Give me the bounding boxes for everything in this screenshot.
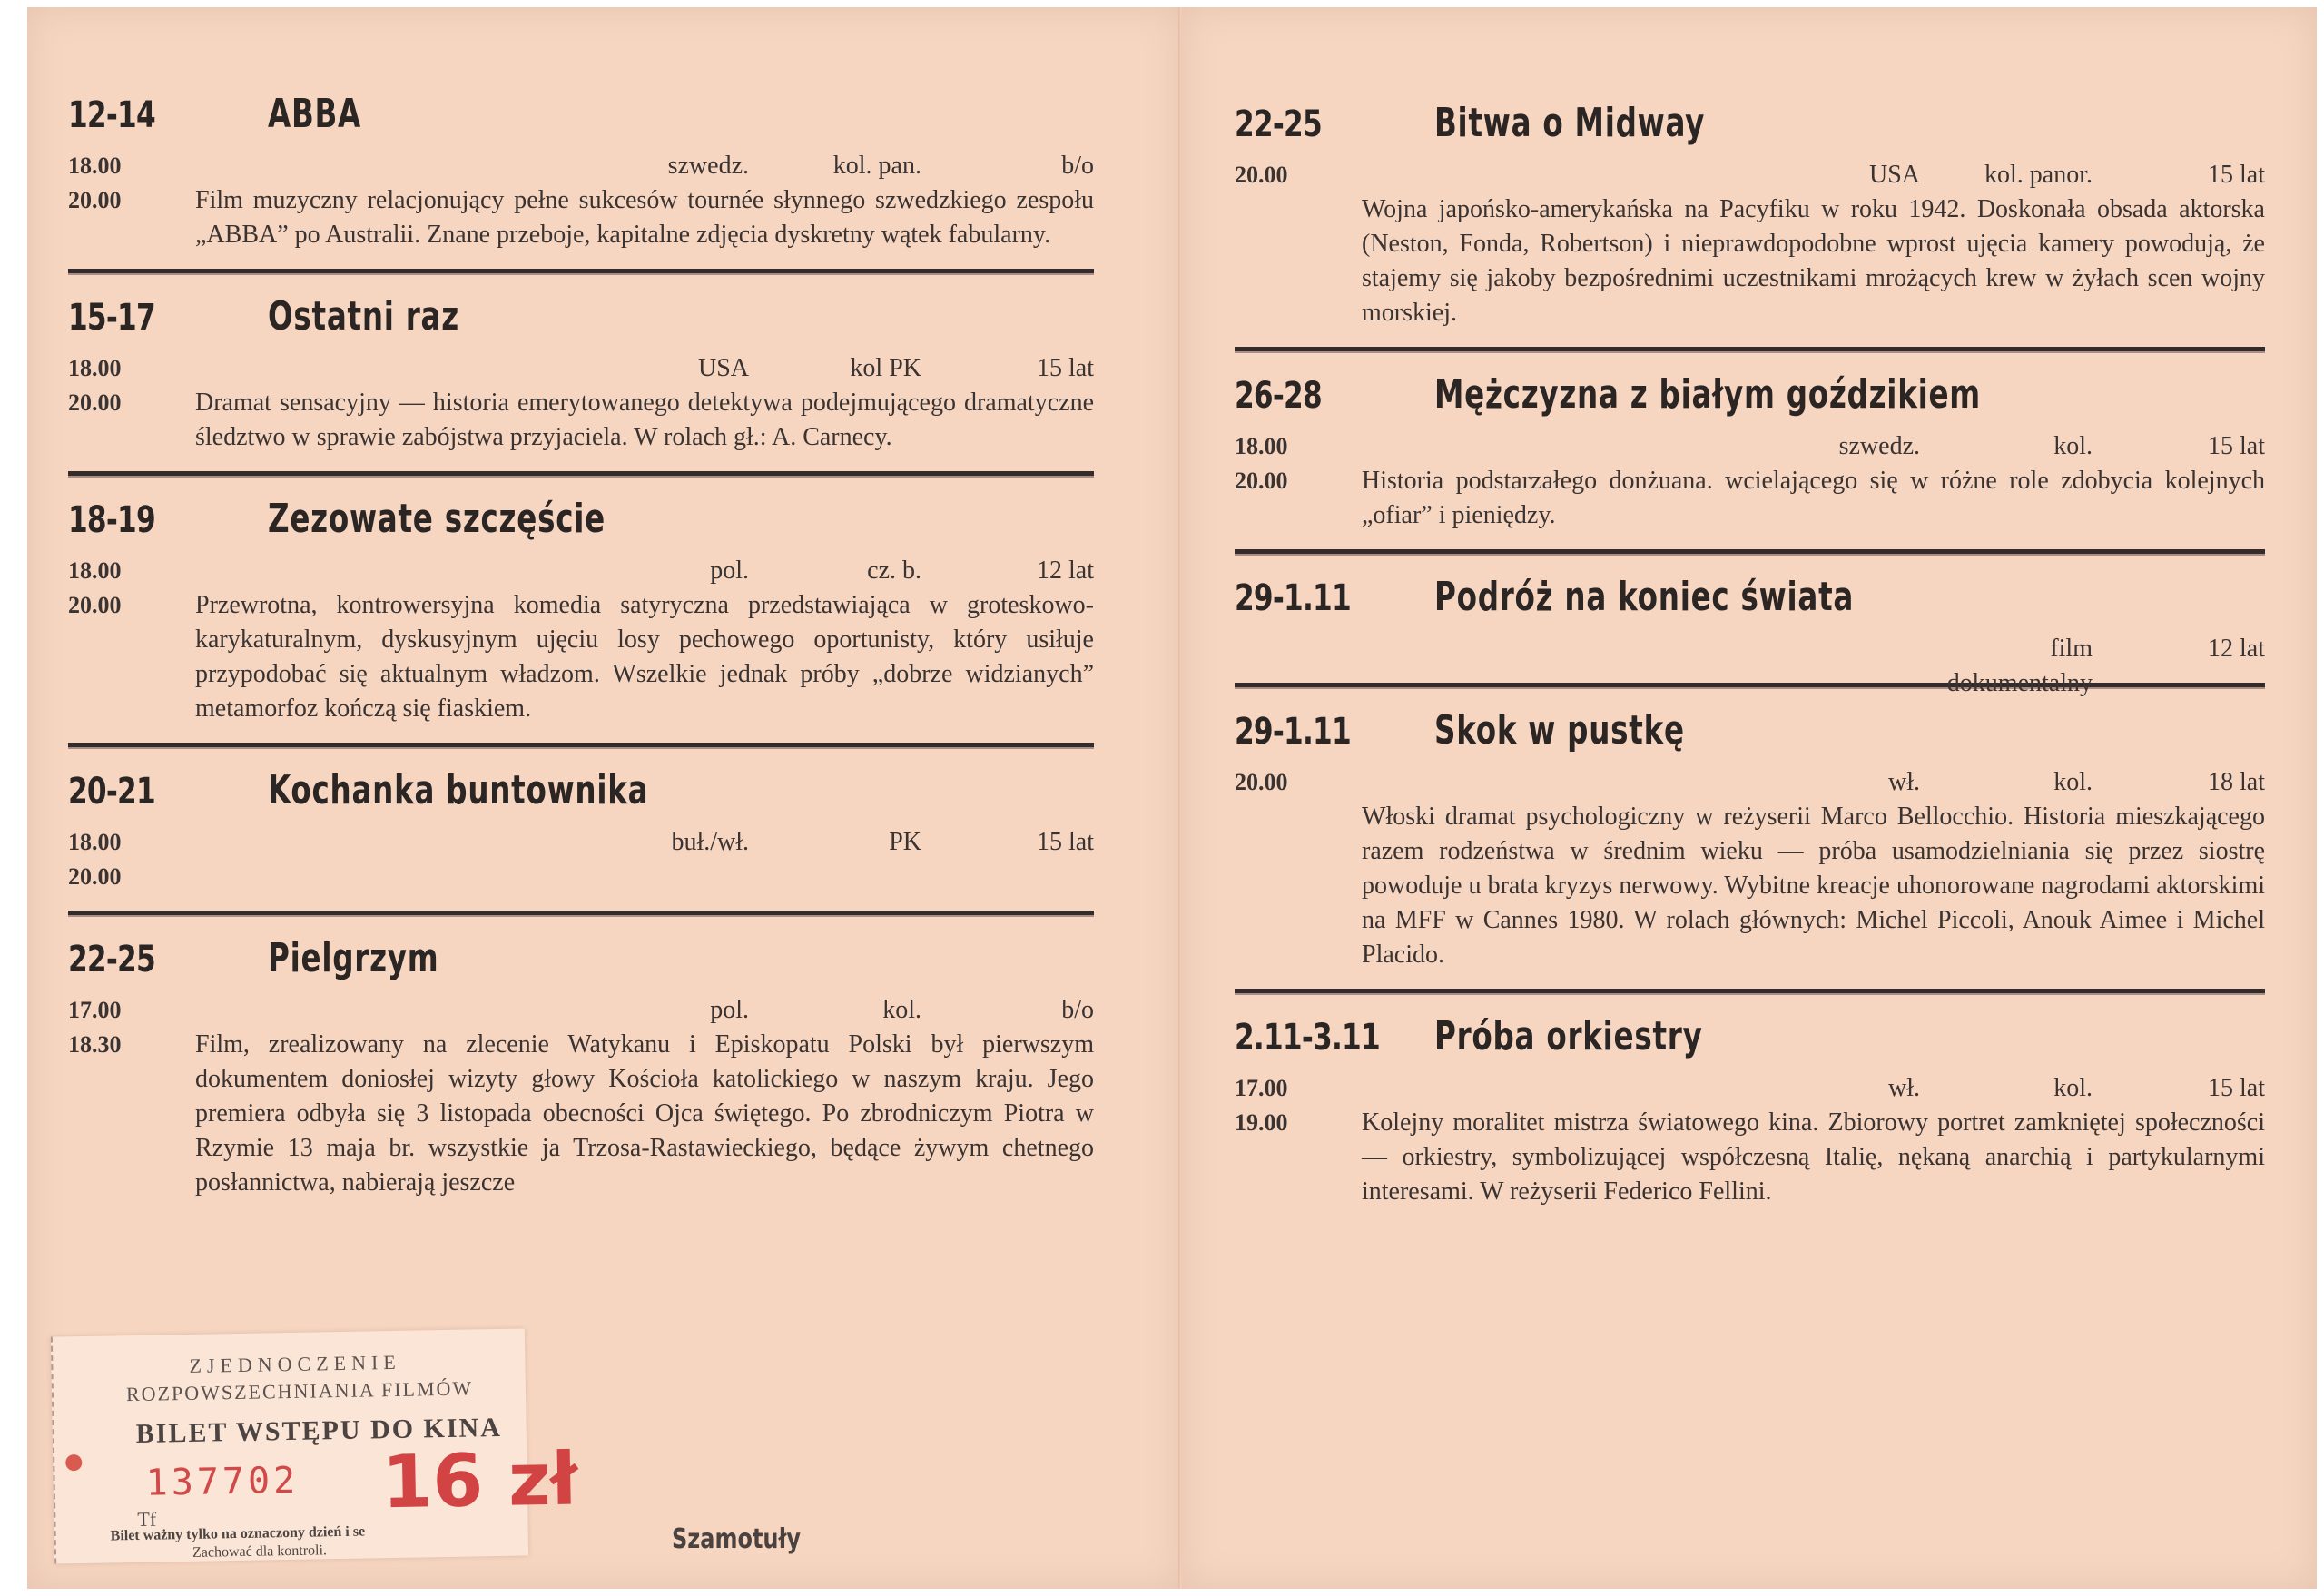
film-entry: [68, 767, 1094, 894]
film-body: [68, 825, 1094, 894]
right-column: [1235, 100, 2265, 1209]
showtime: 18.30: [68, 1031, 122, 1058]
showtime: 18.00: [1235, 433, 1288, 459]
film-dates: 22-25: [1235, 103, 1322, 145]
cinema-ticket: [51, 1328, 578, 1563]
showtimes: [68, 825, 195, 894]
separator-rule: [68, 269, 1094, 275]
film-header: [1235, 574, 2265, 632]
film-country: buł./wł.: [671, 828, 749, 856]
film-country: [1793, 632, 1920, 666]
film-dates: 18-19: [68, 499, 155, 541]
film-entry: [68, 293, 1094, 455]
film-age-rating: 12 lat: [1037, 557, 1094, 585]
film-format: film dokumentalny: [1946, 635, 2093, 697]
film-content: [1362, 765, 2265, 972]
showtime: 20.00: [68, 863, 122, 890]
film-header: [68, 91, 1094, 149]
separator-rule: [68, 911, 1094, 917]
film-country: USA: [697, 354, 749, 382]
film-meta: [195, 149, 1094, 183]
film-content: [1362, 632, 2265, 697]
showtime: 17.00: [1235, 1075, 1288, 1101]
film-body: [68, 993, 1094, 1200]
film-title: Ostatni raz: [268, 293, 459, 340]
film-dates: 12-14: [68, 94, 155, 136]
film-format: kol PK: [850, 354, 921, 382]
film-dates: 20-21: [68, 771, 155, 813]
film-format: kol.: [882, 996, 921, 1024]
film-description: Przewrotna, kontrowersyjna komedia satyryczna przedstawiająca w groteskowo-karykaturalnym, dyskusyjnym ujęciu losy pechowego oportunisty, który usiłuje przypodobać się aktualnym władzom. Wszelkie jednak próby „dobrze widzianych” metamorfoz kończą się fiaskiem.: [195, 591, 1094, 723]
film-content: [195, 351, 1094, 455]
film-meta: [1362, 632, 2265, 697]
film-country: wł.: [1888, 768, 1920, 796]
film-title: Bitwa o Midway: [1434, 100, 1706, 146]
film-age-rating: 15 lat: [1037, 354, 1094, 382]
separator-rule: [68, 471, 1094, 478]
film-header: [68, 935, 1094, 993]
ticket-line1: ZJEDNOCZENIE: [189, 1350, 401, 1377]
film-country: pol.: [710, 557, 749, 585]
ticket-line3: BILET WSTĘPU DO KINA: [135, 1412, 503, 1449]
film-entry: [1235, 707, 2265, 972]
showtime: 17.00: [68, 997, 122, 1023]
film-age-rating: 15 lat: [2208, 161, 2265, 189]
left-column: [68, 91, 1094, 1200]
film-body: [1235, 158, 2265, 330]
ticket-code: Tf: [137, 1507, 157, 1531]
film-format: kol.: [2053, 768, 2093, 796]
separator-rule: [1235, 683, 2265, 689]
film-age-rating: b/o: [1061, 996, 1094, 1024]
film-entry: [68, 496, 1094, 726]
film-title: Pielgrzym: [268, 935, 439, 981]
film-content: [195, 993, 1094, 1200]
film-content: [1362, 429, 2265, 533]
film-country: wł.: [1888, 1074, 1920, 1102]
film-title: ABBA: [268, 91, 361, 137]
showtimes: [1235, 158, 1362, 330]
film-meta: [1362, 429, 2265, 464]
film-body: [1235, 632, 2265, 697]
film-content: [195, 825, 1094, 894]
film-header: [1235, 1013, 2265, 1071]
showtime: 20.00: [1235, 162, 1288, 188]
separator-rule: [1235, 989, 2265, 995]
film-dates: 2.11-3.11: [1235, 1017, 1380, 1059]
showtime: 19.00: [1235, 1109, 1288, 1136]
film-format: PK: [889, 828, 921, 856]
film-body: [1235, 765, 2265, 972]
film-header: [68, 496, 1094, 554]
film-meta: [1362, 765, 2265, 800]
film-country: USA: [1868, 161, 1920, 189]
film-age-rating: 15 lat: [2208, 432, 2265, 460]
film-format: kol. pan.: [832, 152, 921, 180]
film-body: [68, 351, 1094, 455]
film-country: szwedz.: [667, 152, 749, 180]
film-entry: [1235, 1013, 2265, 1209]
film-description: Kolejny moralitet mistrza światowego kina. Zbiorowy portret zamkniętej społeczności — orkiestry, symbolizującej współczesną Italię, nękaną anarchią i partykularnymi interesami. W reżyserii Federico Fellini.: [1362, 1108, 2265, 1206]
showtime: 18.00: [68, 153, 122, 179]
showtime: 18.00: [68, 829, 122, 855]
film-title: Zezowate szczęście: [268, 496, 606, 542]
film-format: kol. panor.: [1984, 161, 2093, 189]
film-entry: [68, 91, 1094, 252]
film-description: Film muzyczny relacjonujący pełne sukcesów tournée słynnego szwedzkiego zespołu „ABBA” po Australii. Znane przeboje, kapitalne zdjęcia dyskretny wątek fabularny.: [195, 186, 1094, 249]
film-dates: 15-17: [68, 297, 155, 339]
showtime: 20.00: [1235, 468, 1288, 494]
film-header: [68, 767, 1094, 825]
film-entry: [1235, 100, 2265, 330]
showtimes: [1235, 1071, 1362, 1209]
film-title: Mężczyzna z białym goździkiem: [1434, 371, 1981, 418]
film-dates: 22-25: [68, 939, 155, 980]
showtime: 20.00: [68, 187, 122, 213]
ticket-number: 137702: [145, 1459, 300, 1504]
film-meta: [1362, 158, 2265, 192]
film-meta: [195, 993, 1094, 1028]
ticket-price: 16 zł: [380, 1436, 578, 1525]
film-entry: [1235, 371, 2265, 533]
film-body: [1235, 429, 2265, 533]
film-header: [1235, 707, 2265, 765]
film-age-rating: 15 lat: [1037, 828, 1094, 856]
showtime: 20.00: [68, 592, 122, 618]
film-header: [68, 293, 1094, 351]
printer-mark: Szamotuły: [672, 1523, 802, 1555]
film-age-rating: 15 lat: [2208, 1074, 2265, 1102]
film-age-rating: 18 lat: [2208, 768, 2265, 796]
film-meta: [195, 554, 1094, 588]
film-format: kol.: [2053, 1074, 2093, 1102]
showtimes: [1235, 429, 1362, 533]
film-entry: [68, 935, 1094, 1200]
film-body: [68, 149, 1094, 252]
film-title: Kochanka buntownika: [268, 767, 649, 813]
film-content: [195, 554, 1094, 726]
film-country: pol.: [710, 996, 749, 1024]
ticket-line2: ROZPOWSZECHNIANIA FILMÓW: [125, 1376, 474, 1406]
film-age-rating: 12 lat: [2208, 635, 2265, 663]
separator-rule: [68, 743, 1094, 749]
film-description: Dramat sensacyjny — historia emerytowanego detektywa podejmującego dramatyczne śledztwo w sprawie zabójstwa przyjaciela. W rolach gł.: A. Carnecy.: [195, 389, 1094, 451]
showtimes: [68, 351, 195, 455]
film-entry: [1235, 574, 2265, 697]
showtime: 20.00: [1235, 769, 1288, 795]
showtimes: [1235, 632, 1362, 666]
separator-rule: [1235, 347, 2265, 353]
film-age-rating: b/o: [1061, 152, 1094, 180]
film-content: [1362, 1071, 2265, 1209]
red-mark: [65, 1454, 82, 1471]
showtimes: [1235, 765, 1362, 972]
film-format: kol.: [2053, 432, 2093, 460]
film-title: Próba orkiestry: [1434, 1013, 1703, 1059]
film-header: [1235, 100, 2265, 158]
ticket-note-1: Bilet ważny tylko na oznaczony dzień i se: [110, 1523, 366, 1544]
film-description: Historia podstarzałego donżuana. wcielającego się w różne role zdobycia kolejnych „ofiar” i pieniędzy.: [1362, 467, 2265, 529]
film-title: Skok w pustkę: [1434, 707, 1685, 754]
film-meta: [1362, 1071, 2265, 1106]
film-country: szwedz.: [1838, 432, 1920, 460]
showtimes: [68, 993, 195, 1200]
film-description: Włoski dramat psychologiczny w reżyserii Marco Bellocchio. Historia mieszkającego razem rodzeństwa w średnim wieku — próba usamodzielniania się przez siostrę powoduje u brata kryzys nerwowy. Wybitne kreacje uhonorowane nagrodami aktorskimi na MFF w Cannes 1980. W rolach głównych: Michel Piccoli, Anouk Aimee i Michel Placido.: [1362, 803, 2265, 969]
film-dates: 29-1.11: [1235, 577, 1351, 619]
film-description: Film, zrealizowany na zlecenie Watykanu i Episkopatu Polski był pierwszym dokumentem doniosłej wizyty głowy Kościoła katolickiego w naszym kraju. Jego premiera odbyła się 3 listopada obecności Ojca świętego. Po zbrodniczym Piotra w Rzymie 13 maja br. wszystkie ja Trzosa-Rastawieckiego, będące żywym chetnego posłannictwa, nabierają jeszcze: [195, 1030, 1094, 1197]
separator-rule: [1235, 549, 2265, 556]
film-body: [68, 554, 1094, 726]
film-body: [1235, 1071, 2265, 1209]
film-title: Podróż na koniec świata: [1434, 574, 1855, 620]
film-content: [1362, 158, 2265, 330]
film-meta: [195, 825, 1094, 860]
film-header: [1235, 371, 2265, 429]
film-dates: 26-28: [1235, 375, 1322, 417]
ticket-note-2: Zachować dla kontroli.: [192, 1542, 328, 1561]
showtimes: [68, 554, 195, 726]
film-format: cz. b.: [867, 557, 921, 585]
showtime: 18.00: [68, 355, 122, 381]
film-meta: [195, 351, 1094, 386]
film-description: Wojna japońsko-amerykańska na Pacyfiku w roku 1942. Doskonała obsada aktorska (Neston, Fonda, Robertson) i nieprawdopodobne wprost ujęcia kamery powodują, że stajemy się jakoby bezpośrednimi uczestnikami mrożących krew w żyłach scen wojny morskiej.: [1362, 195, 2265, 327]
showtime: 18.00: [68, 557, 122, 584]
film-dates: 29-1.11: [1235, 711, 1351, 753]
showtime: 20.00: [68, 389, 122, 416]
showtimes: [68, 149, 195, 252]
film-content: [195, 149, 1094, 252]
